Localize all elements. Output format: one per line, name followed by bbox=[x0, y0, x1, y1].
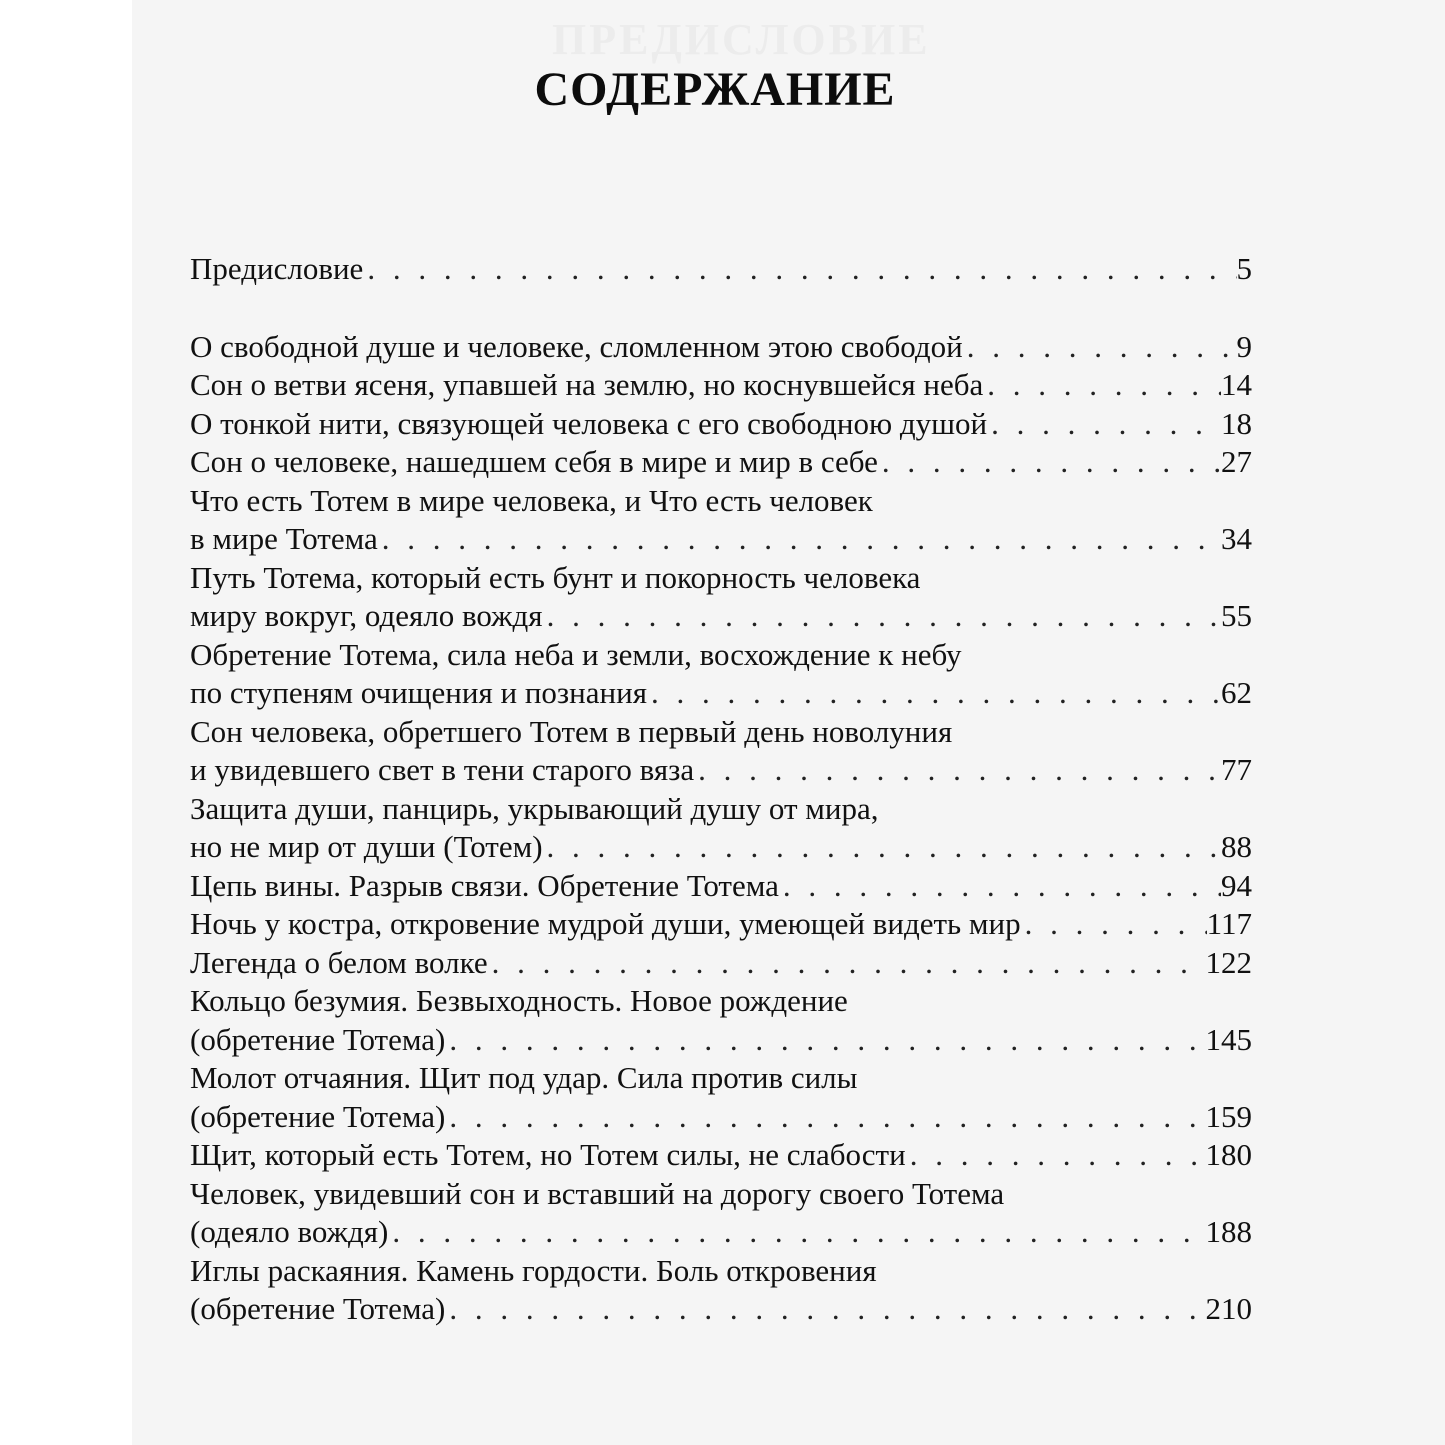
dot-leader bbox=[363, 250, 1236, 289]
dot-leader bbox=[388, 1213, 1205, 1252]
toc-entry-line bbox=[190, 1136, 1252, 1175]
dot-leader bbox=[1021, 905, 1207, 944]
toc-entry-line bbox=[190, 867, 1252, 906]
dot-leader bbox=[543, 828, 1221, 867]
toc-entry-title: Что есть Тотем в мире человека, и Что есть человек bbox=[190, 482, 873, 518]
toc-entry-title: миру вокруг, одеяло вождя bbox=[190, 598, 543, 633]
toc-entry bbox=[190, 1252, 1252, 1329]
toc-entry bbox=[190, 713, 1252, 790]
toc-entry-line bbox=[190, 1213, 1252, 1252]
toc-entry-line bbox=[190, 713, 1252, 752]
toc-entry-line bbox=[190, 405, 1252, 444]
toc-page-number: 55 bbox=[1221, 598, 1252, 633]
toc-entry-title: Сон о ветви ясеня, упавшей на землю, но коснувшейся неба bbox=[190, 367, 984, 402]
toc-page-number: 145 bbox=[1205, 1021, 1252, 1057]
toc-page-number: 180 bbox=[1205, 1137, 1252, 1172]
toc-entry-line bbox=[190, 1021, 1252, 1060]
toc-entry-title: (одеяло вождя) bbox=[190, 1214, 389, 1249]
toc-entry-line bbox=[190, 905, 1252, 944]
page-title: СОДЕРЖАНИЕ bbox=[534, 63, 896, 116]
toc-entry bbox=[190, 405, 1252, 444]
toc-entry-line bbox=[190, 828, 1252, 867]
dot-leader bbox=[378, 520, 1221, 559]
toc-page-number: 88 bbox=[1221, 829, 1252, 864]
toc-entry-title: по ступеням очищения и познания bbox=[190, 675, 647, 710]
dot-leader bbox=[445, 1021, 1205, 1060]
toc-entry-title: Кольцо безумия. Безвыходность. Новое рождение bbox=[190, 983, 848, 1018]
toc-entry-line bbox=[190, 520, 1252, 559]
toc-entry bbox=[190, 559, 1252, 636]
toc-entry-line bbox=[190, 250, 1252, 289]
toc-entry bbox=[190, 328, 1252, 367]
toc-entry bbox=[190, 1175, 1252, 1252]
dot-leader bbox=[543, 597, 1221, 636]
dot-leader bbox=[647, 674, 1221, 713]
dot-leader bbox=[694, 751, 1221, 790]
toc-entry-line bbox=[190, 559, 1252, 598]
toc-entry-line bbox=[190, 790, 1252, 829]
toc-entry-title: О тонкой нити, связующей человека с его свободною душой bbox=[190, 405, 988, 441]
toc-entry-title: Защита души, панцирь, укрывающий душу от мира, bbox=[190, 790, 879, 826]
toc-entry bbox=[190, 366, 1252, 405]
toc-page-number: 34 bbox=[1221, 521, 1252, 556]
toc-entry-line bbox=[190, 1252, 1252, 1291]
toc-entry bbox=[190, 443, 1252, 482]
toc-entry-title: Легенда о белом волке bbox=[190, 944, 488, 980]
toc-entry-line bbox=[190, 597, 1252, 636]
toc-entry-title: Сон о человеке, нашедшем себя в мире и мир в себе bbox=[190, 444, 878, 479]
toc-page-number: 210 bbox=[1205, 1291, 1252, 1326]
toc-entry-title: Иглы раскаяния. Камень гордости. Боль откровения bbox=[190, 1252, 877, 1288]
toc-entry bbox=[190, 1059, 1252, 1136]
toc-entry-line bbox=[190, 443, 1252, 482]
toc-entry bbox=[190, 1136, 1252, 1175]
toc-page-number: 77 bbox=[1221, 752, 1252, 787]
toc-page-number: 18 bbox=[1221, 405, 1252, 441]
toc-entry-line bbox=[190, 674, 1252, 713]
toc-entry-title: Ночь у костра, откровение мудрой души, умеющей видеть мир bbox=[190, 906, 1021, 941]
toc-entry bbox=[190, 905, 1252, 944]
toc-entry bbox=[190, 636, 1252, 713]
toc-entry bbox=[190, 790, 1252, 867]
toc-entry-title: Щит, который есть Тотем, но Тотем силы, не слабости bbox=[190, 1137, 906, 1172]
toc-entry-line bbox=[190, 328, 1252, 367]
toc-page-number: 14 bbox=[1221, 367, 1252, 402]
toc-entry-line bbox=[190, 366, 1252, 405]
toc-entry-line bbox=[190, 982, 1252, 1021]
table-of-contents bbox=[190, 250, 1252, 1329]
toc-page-number: 117 bbox=[1206, 906, 1252, 941]
toc-entry-line bbox=[190, 636, 1252, 675]
toc-entry bbox=[190, 944, 1252, 983]
dot-leader bbox=[779, 867, 1221, 906]
dot-leader bbox=[987, 405, 1221, 444]
toc-entry bbox=[190, 982, 1252, 1059]
book-page bbox=[132, 0, 1445, 1445]
toc-entry-line bbox=[190, 1059, 1252, 1098]
dot-leader bbox=[445, 1098, 1205, 1137]
toc-page-number: 27 bbox=[1221, 444, 1252, 479]
toc-entry-title: Цепь вины. Разрыв связи. Обретение Тотема bbox=[190, 867, 779, 903]
toc-page-number: 122 bbox=[1205, 944, 1252, 980]
toc-entry-title: Обретение Тотема, сила неба и земли, восхождение к небу bbox=[190, 636, 962, 672]
toc-entry-title: О свободной душе и человеке, сломленном этою свободой bbox=[190, 328, 963, 364]
toc-entry-title: (обретение Тотема) bbox=[190, 1291, 446, 1326]
dot-leader bbox=[878, 443, 1221, 482]
toc-entry-title: и увидевшего свет в тени старого вяза bbox=[190, 752, 695, 787]
toc-entry-title: в мире Тотема bbox=[190, 521, 378, 556]
toc-entry-line bbox=[190, 1098, 1252, 1137]
dot-leader bbox=[445, 1290, 1205, 1329]
toc-page-number: 5 bbox=[1236, 251, 1252, 286]
toc-entry-line bbox=[190, 1175, 1252, 1214]
toc-entry-line bbox=[190, 751, 1252, 790]
toc-page-number: 94 bbox=[1221, 867, 1252, 903]
toc-entry-line bbox=[190, 944, 1252, 983]
toc-entry-title: но не мир от души (Тотем) bbox=[190, 829, 543, 864]
bleed-through-heading: ПРЕДИСЛОВИЕ bbox=[552, 15, 931, 64]
toc-entry bbox=[190, 250, 1252, 289]
dot-leader bbox=[983, 366, 1221, 405]
toc-entry bbox=[190, 482, 1252, 559]
toc-page-number: 159 bbox=[1205, 1098, 1252, 1134]
dot-leader bbox=[488, 944, 1206, 983]
toc-entry-title: (обретение Тотема) bbox=[190, 1021, 446, 1057]
toc-page-number: 188 bbox=[1205, 1214, 1252, 1249]
toc-page-number: 62 bbox=[1221, 675, 1252, 710]
toc-entry-title: (обретение Тотема) bbox=[190, 1098, 446, 1134]
toc-entry-title: Человек, увидевший сон и вставший на дорогу своего Тотема bbox=[190, 1175, 1005, 1211]
toc-entry-title: Сон человека, обретшего Тотем в первый день новолуния bbox=[190, 713, 953, 749]
dot-leader bbox=[906, 1136, 1206, 1175]
dot-leader bbox=[963, 328, 1237, 367]
toc-entry-title: Предисловие bbox=[190, 251, 364, 286]
toc-entry-line bbox=[190, 482, 1252, 521]
toc-entry-line bbox=[190, 1290, 1252, 1329]
toc-entry bbox=[190, 867, 1252, 906]
toc-entry-title: Путь Тотема, который есть бунт и покорность человека bbox=[190, 559, 921, 595]
toc-page-number: 9 bbox=[1236, 328, 1252, 364]
toc-entry-title: Молот отчаяния. Щит под удар. Сила против силы bbox=[190, 1060, 858, 1095]
